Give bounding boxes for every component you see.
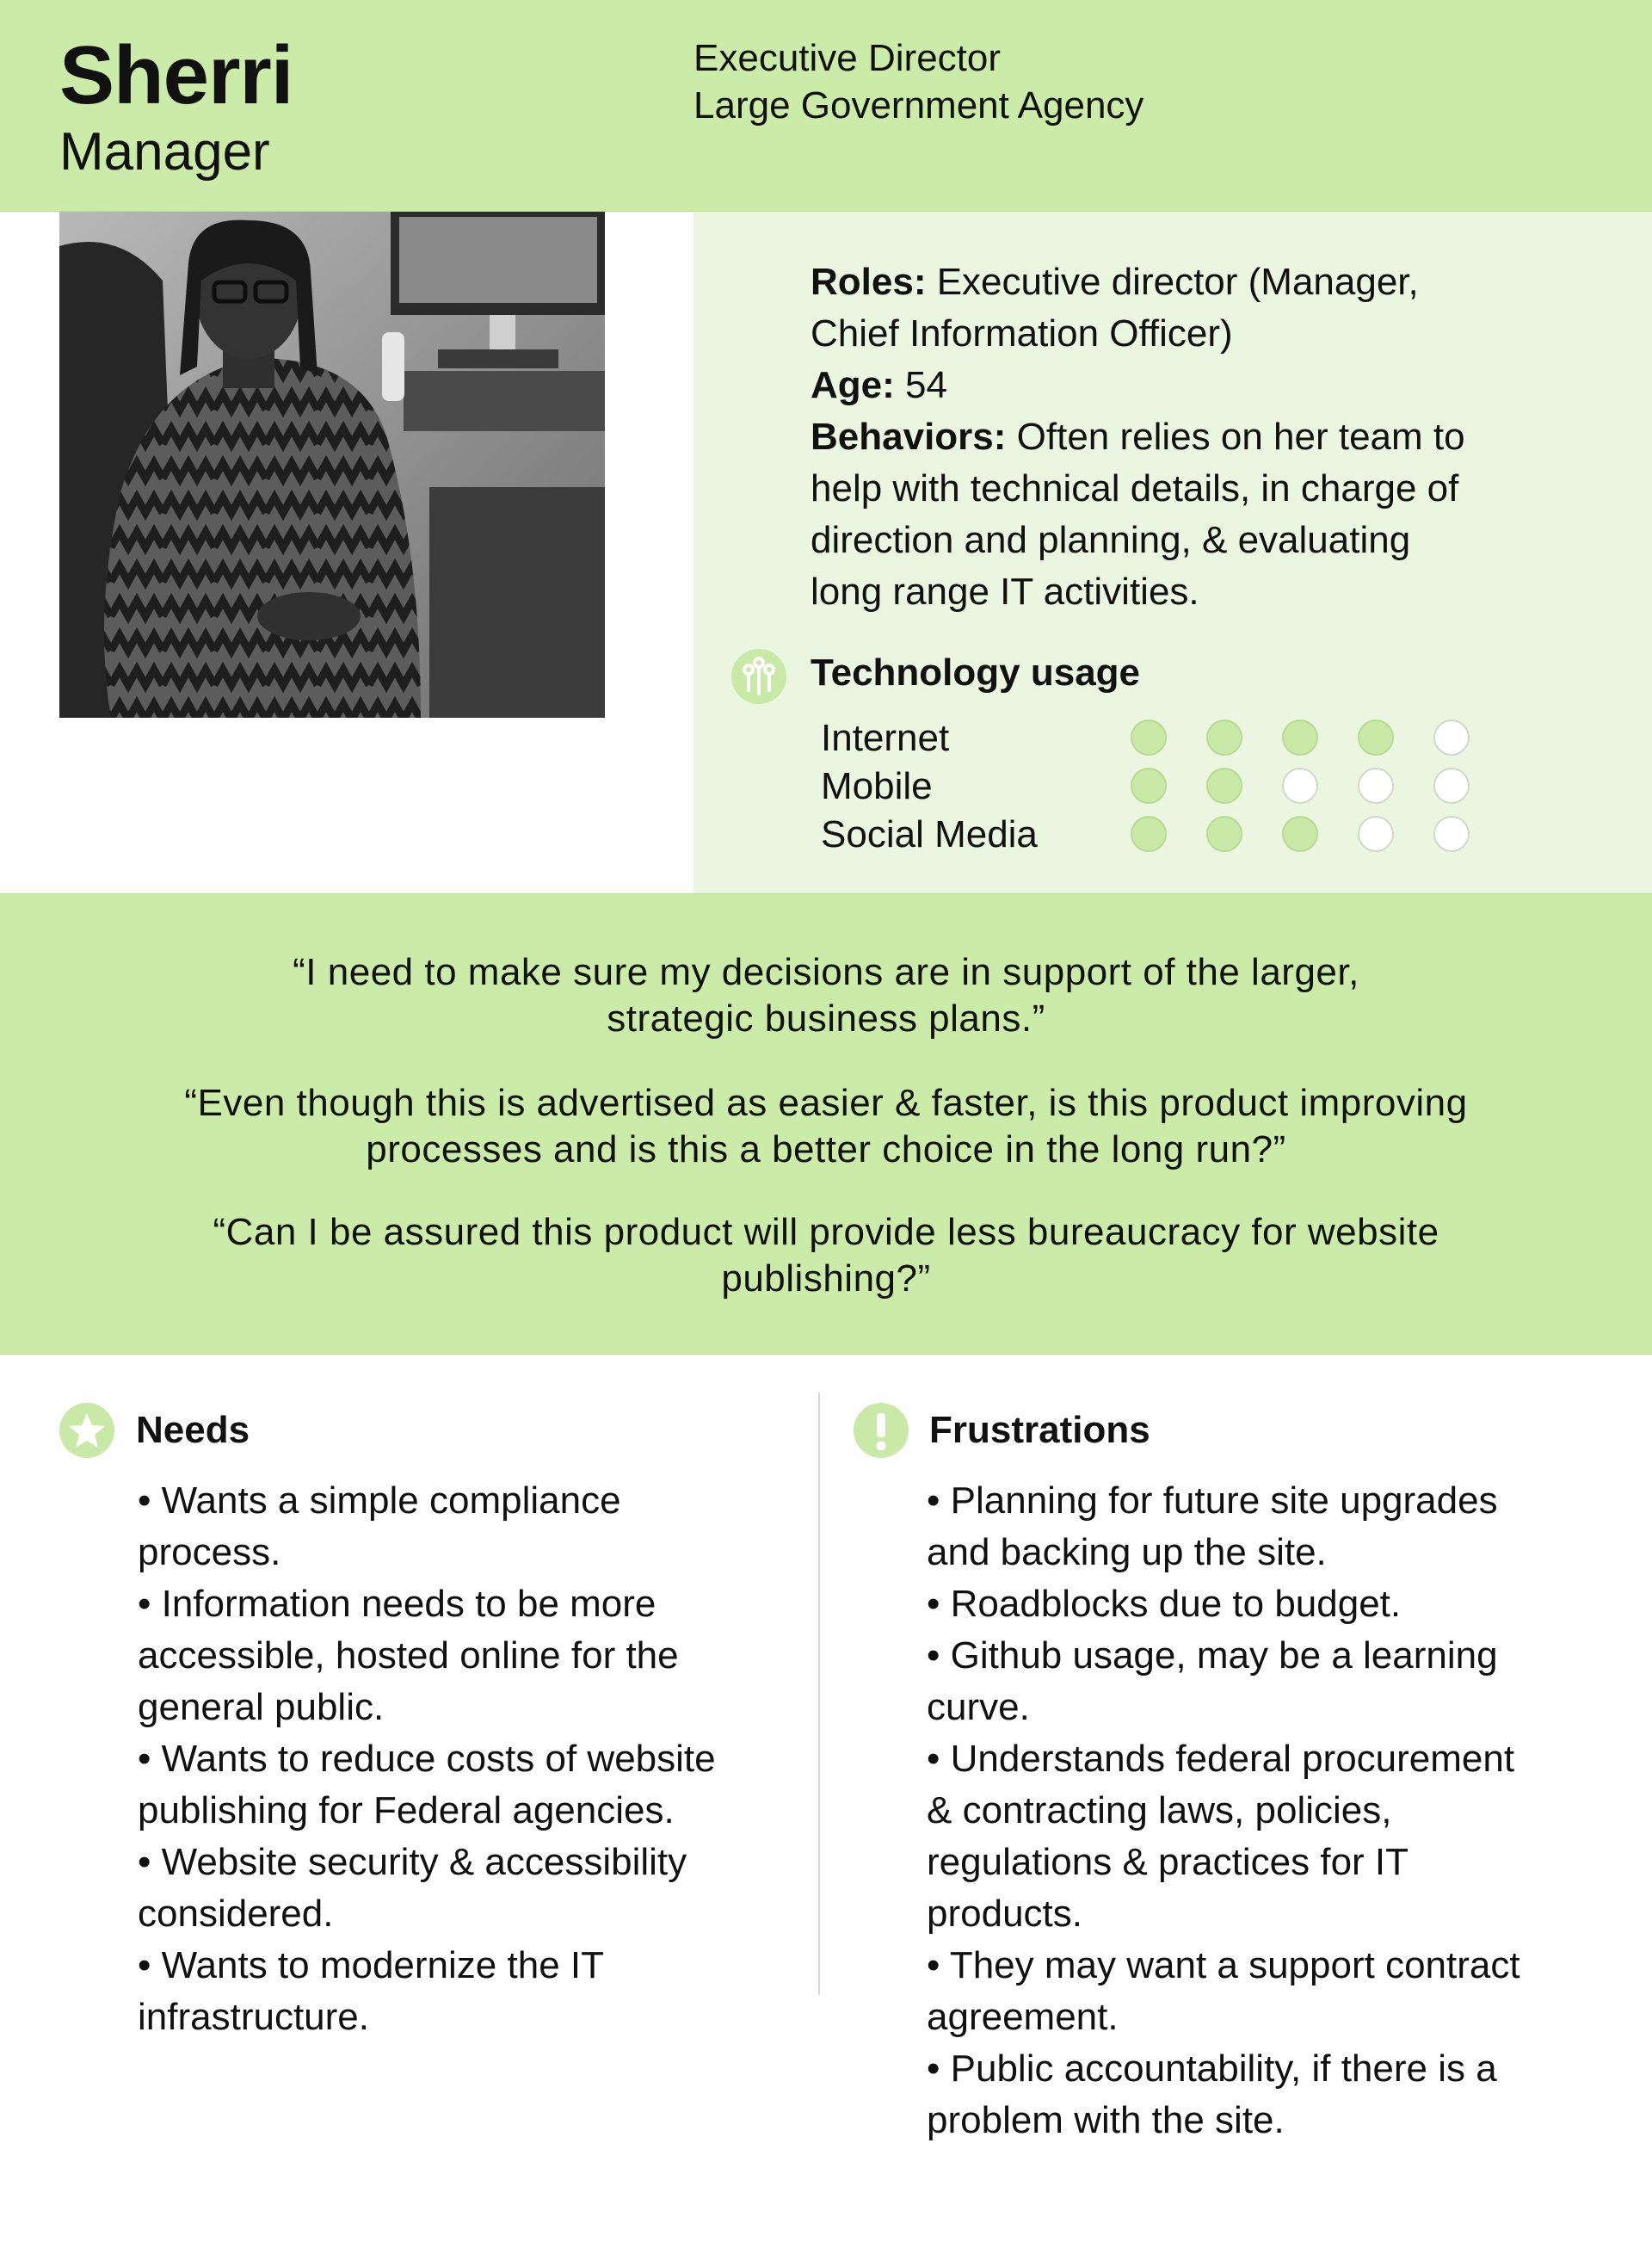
- roles-line-1: [811, 256, 1585, 308]
- list-line: infrastructure.: [138, 1996, 369, 2038]
- persona-title-block: [693, 34, 1143, 129]
- list-line: • Wants to modernize the IT: [138, 1944, 604, 1986]
- rating-dot-filled: [1206, 768, 1242, 804]
- tech-row-mobile: [821, 763, 1638, 811]
- rating-dot-empty: [1433, 768, 1470, 804]
- list-line: • Wants a simple compliance: [138, 1479, 621, 1522]
- list-line: • Planning for future site upgrades: [927, 1479, 1498, 1522]
- age-label: Age:: [811, 364, 895, 406]
- list-line: and backing up the site.: [927, 1531, 1327, 1573]
- job-title: Executive Director: [693, 37, 1002, 79]
- technology-usage-title: Technology usage: [811, 652, 1141, 694]
- quotes-section: [0, 893, 1652, 1355]
- list-line: considered.: [138, 1893, 334, 1935]
- persona-details: [811, 256, 1585, 618]
- list-line: & contracting laws, policies,: [927, 1789, 1392, 1831]
- rating-dot-empty: [1282, 768, 1318, 804]
- list-line: products.: [927, 1893, 1082, 1935]
- rating-dot-empty: [1358, 768, 1394, 804]
- persona-name: Sherri: [59, 29, 293, 121]
- list-line: process.: [138, 1531, 281, 1573]
- list-line: general public.: [138, 1686, 385, 1728]
- rating-dot-filled: [1282, 816, 1318, 852]
- list-line: • Github usage, may be a learning: [927, 1634, 1498, 1677]
- rating-dot-empty: [1433, 719, 1470, 756]
- roles-line-2: Chief Information Officer): [811, 312, 1233, 355]
- behaviors-line-1: [811, 411, 1585, 463]
- rating-dot-filled: [1131, 816, 1167, 852]
- frustrations-title: Frustrations: [929, 1409, 1150, 1451]
- list-line: curve.: [927, 1686, 1030, 1728]
- list-line: regulations & practices for IT: [927, 1841, 1409, 1883]
- tech-label: Internet: [821, 717, 950, 759]
- list-line: • Website security & accessibility: [138, 1841, 687, 1883]
- quote-3-line-1: “Can I be assured this product will provide less bureaucracy for website: [213, 1211, 1439, 1253]
- behaviors-line-4: long range IT activities.: [811, 571, 1199, 613]
- list-line: problem with the site.: [927, 2099, 1285, 2141]
- age-value: 54: [894, 364, 947, 406]
- persona-info-panel: [693, 212, 1652, 893]
- portrait-illustration: [59, 212, 605, 718]
- quote-2: [86, 1080, 1566, 1173]
- list-line: agreement.: [927, 1996, 1119, 2038]
- rating-dot-filled: [1206, 816, 1242, 852]
- list-line: • Information needs to be more: [138, 1583, 656, 1625]
- list-line: • Public accountability, if there is a: [927, 2047, 1497, 2090]
- roles-label: Roles:: [811, 261, 927, 303]
- list-line: publishing for Federal agencies.: [138, 1789, 675, 1831]
- rating-dot-empty: [1358, 816, 1394, 852]
- needs-list: [138, 1475, 792, 2043]
- circuit-icon: [731, 649, 786, 704]
- quote-1-line-1: “I need to make sure my decisions are in support of the larger,: [293, 951, 1359, 993]
- quote-1: [86, 949, 1566, 1042]
- quote-2-line-1: “Even though this is advertised as easier & faster, is this product improving: [184, 1082, 1468, 1124]
- frustrations-list: [927, 1475, 1632, 2146]
- tech-label: Social Media: [821, 813, 1038, 855]
- rating-dot-filled: [1131, 768, 1167, 804]
- rating-dot-empty: [1433, 816, 1470, 852]
- quote-1-line-2: strategic business plans.”: [607, 997, 1045, 1040]
- persona-header: [0, 0, 1652, 212]
- age-line: [811, 360, 1585, 411]
- needs-title: Needs: [136, 1409, 250, 1451]
- quote-3-line-2: publishing?”: [721, 1257, 931, 1300]
- rating-dot-filled: [1358, 719, 1394, 756]
- list-line: • Roadblocks due to budget.: [927, 1583, 1402, 1625]
- rating-dot-filled: [1206, 719, 1242, 756]
- behaviors-line-2: help with technical details, in charge of: [811, 467, 1459, 510]
- star-icon: [59, 1403, 114, 1458]
- list-line: • Understands federal procurement: [927, 1738, 1515, 1780]
- list-line: • Wants to reduce costs of website: [138, 1738, 716, 1780]
- persona-subtitle: Manager: [59, 122, 270, 182]
- list-line: • They may want a support contract: [927, 1944, 1520, 1986]
- persona-photo: [59, 212, 605, 718]
- section-divider: [818, 1393, 820, 1995]
- list-line: accessible, hosted online for the: [138, 1634, 679, 1677]
- behaviors-label: Behaviors:: [811, 416, 1007, 458]
- rating-dot-filled: [1282, 719, 1318, 756]
- tech-row-social-media: [821, 811, 1638, 859]
- tech-row-internet: [821, 714, 1638, 763]
- exclamation-icon: [854, 1403, 909, 1458]
- quote-2-line-2: processes and is this a better choice in the long run?”: [366, 1128, 1286, 1170]
- behaviors-line-3: direction and planning, & evaluating: [811, 519, 1411, 561]
- roles-value-1: Executive director (Manager,: [926, 261, 1419, 303]
- tech-label: Mobile: [821, 765, 933, 807]
- organization: Large Government Agency: [693, 84, 1144, 127]
- quote-3: [86, 1209, 1566, 1302]
- behaviors-value-1: Often relies on her team to: [1006, 416, 1465, 458]
- rating-dot-filled: [1131, 719, 1167, 756]
